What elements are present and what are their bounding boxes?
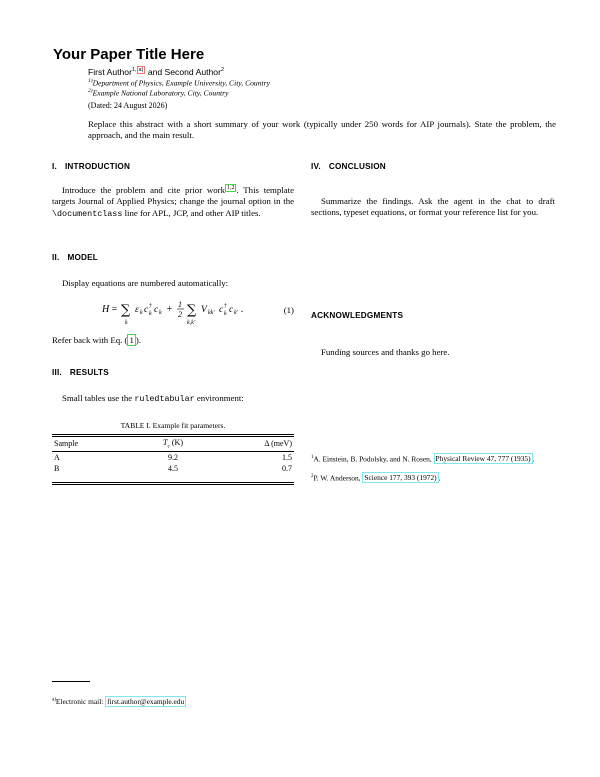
section-number: I. — [52, 162, 57, 171]
equation-body — [102, 296, 262, 330]
reference-2 — [311, 472, 555, 483]
equation-reference-paragraph — [52, 335, 294, 346]
reference-link[interactable]: Physical Review 47, 777 (1935) — [435, 454, 531, 464]
affiliation-1-mark: 1) — [88, 78, 93, 84]
refer-text: Refer back with Eq. ( — [52, 335, 128, 345]
first-author-affiliation-mark: 1, — [131, 67, 137, 74]
table-cell: 0.7 — [282, 463, 292, 473]
introduction-paragraph — [52, 185, 294, 220]
section-title: MODEL — [67, 253, 99, 262]
section-number: II. — [52, 253, 60, 262]
table-bottom-rule — [52, 482, 294, 483]
acknowledgments-paragraph: Funding sources and thanks go here. — [321, 347, 450, 357]
svg-text:1: 1 — [178, 300, 182, 309]
table-caption: TABLE I. Example fit parameters. — [120, 421, 226, 430]
reference-authors: A. Einstein, B. Podolsky, and N. Rosen, — [313, 454, 434, 464]
fit-parameters-table — [52, 437, 294, 474]
svg-text:2: 2 — [178, 310, 182, 319]
table-header-sample: Sample — [52, 437, 125, 451]
intro-text: Introduce the problem and cite prior work — [62, 185, 225, 195]
email-footnote — [52, 697, 186, 706]
table-header-tc: $T_c$ (K) — [125, 437, 222, 451]
affiliation-2-mark: 2) — [88, 88, 93, 94]
footnote-mark: a) — [52, 697, 56, 703]
refer-text: ). — [135, 335, 142, 345]
reference-link[interactable]: Science 177, 393 (1972) — [364, 473, 437, 483]
svg-text:.: . — [241, 304, 244, 315]
author-email-footnote-link[interactable]: a) — [138, 67, 144, 74]
reference-mark: 1 — [311, 455, 314, 460]
affiliation-2-text: Example National Laboratory, City, Country — [92, 88, 229, 98]
section-title: CONCLUSION — [328, 162, 386, 171]
footnote-label: Electronic mail: — [55, 697, 106, 706]
svg-text:∑: ∑ — [121, 303, 131, 318]
section-number: III. — [52, 368, 62, 377]
equation-link[interactable]: 1 — [129, 335, 134, 345]
results-paragraph — [52, 393, 294, 405]
section-title: INTRODUCTION — [64, 162, 131, 171]
hamiltonian-equation — [52, 296, 294, 330]
table-cell: 4.5 — [167, 463, 178, 473]
svg-text:†: † — [149, 303, 152, 309]
svg-text:c: c — [154, 305, 159, 315]
second-author: and Second Author — [145, 67, 221, 77]
svg-text:c: c — [229, 305, 234, 315]
equation-number: (1) — [283, 305, 294, 315]
first-author: First Author — [88, 67, 132, 77]
footnote-rule — [52, 681, 90, 682]
reference-end: . — [438, 473, 441, 483]
section-heading-introduction — [52, 162, 130, 171]
reference-mark: 2 — [311, 474, 314, 479]
affiliation-1-text: Department of Physics, Example University, City, Country — [92, 78, 270, 88]
section-number: IV. — [311, 162, 321, 171]
section-title: RESULTS — [69, 368, 109, 377]
svg-text:k: k — [159, 310, 162, 316]
table-cell: 9.2 — [167, 452, 178, 462]
svg-text:∑: ∑ — [187, 303, 197, 318]
table-top-rule — [52, 434, 294, 435]
affiliation-1 — [88, 78, 270, 88]
svg-text:k: k — [125, 320, 128, 326]
table-cell: B — [54, 463, 60, 473]
table-bottom-rule-2 — [52, 484, 294, 485]
svg-text:k: k — [224, 311, 227, 317]
section-heading-results — [52, 368, 109, 377]
svg-text:†: † — [224, 303, 227, 309]
reference-1 — [311, 453, 555, 464]
results-text: environment: — [194, 393, 244, 403]
table-cell: 1.5 — [282, 452, 292, 462]
second-author-affiliation-mark: 2 — [220, 67, 224, 74]
svg-text:ε: ε — [135, 305, 139, 315]
reference-end: . — [532, 454, 535, 464]
svg-text:k,k′: k,k′ — [187, 320, 196, 326]
affiliation-2 — [88, 88, 228, 98]
section-heading-acknowledgments: ACKNOWLEDGMENTS — [311, 311, 404, 320]
abstract: Replace this abstract with a short summary of your work (typically under 250 words for AIP journals). State the problem, the approach, and the main result. — [88, 119, 556, 141]
section-heading-model — [52, 253, 98, 262]
table-row — [52, 463, 294, 474]
svg-text:k: k — [149, 311, 152, 317]
table-cell: A — [54, 452, 60, 462]
paper-title: Your Paper Title Here — [53, 46, 205, 63]
svg-text:kk′: kk′ — [208, 310, 215, 316]
citation-link[interactable]: 1,2 — [226, 185, 235, 192]
documentclass-code: \documentclass — [52, 208, 123, 219]
table-row — [52, 451, 294, 463]
svg-text:V: V — [201, 305, 207, 315]
table-header-row — [52, 437, 294, 451]
model-paragraph: Display equations are numbered automatically: — [62, 278, 229, 288]
svg-text:+: + — [166, 304, 173, 315]
email-link[interactable]: first.author@example.edu — [107, 697, 185, 706]
dated-line: (Dated: 24 August 2026) — [88, 101, 168, 110]
ruledtabular-code: ruledtabular — [134, 394, 195, 404]
conclusion-paragraph: Summarize the findings. Ask the agent in the chat to draft sections, typeset equations, or format your reference list for you. — [311, 196, 555, 218]
reference-authors: P. W. Anderson, — [313, 473, 363, 483]
intro-text: . This template targets Journal of Applied Physics; change the journal option in the — [52, 185, 294, 207]
author-line — [88, 67, 224, 77]
table-header-delta: Δ (meV) — [221, 437, 294, 451]
svg-text:k: k — [140, 310, 143, 316]
svg-text:k′: k′ — [234, 310, 238, 316]
svg-text:=: = — [111, 304, 118, 315]
intro-text: line for APL, JCP, and other AIP titles. — [122, 207, 261, 218]
svg-text:c: c — [219, 305, 224, 315]
results-text: Small tables use the — [62, 393, 135, 403]
svg-text:c: c — [144, 305, 149, 315]
svg-text:H: H — [102, 304, 110, 315]
section-heading-conclusion — [311, 162, 386, 171]
